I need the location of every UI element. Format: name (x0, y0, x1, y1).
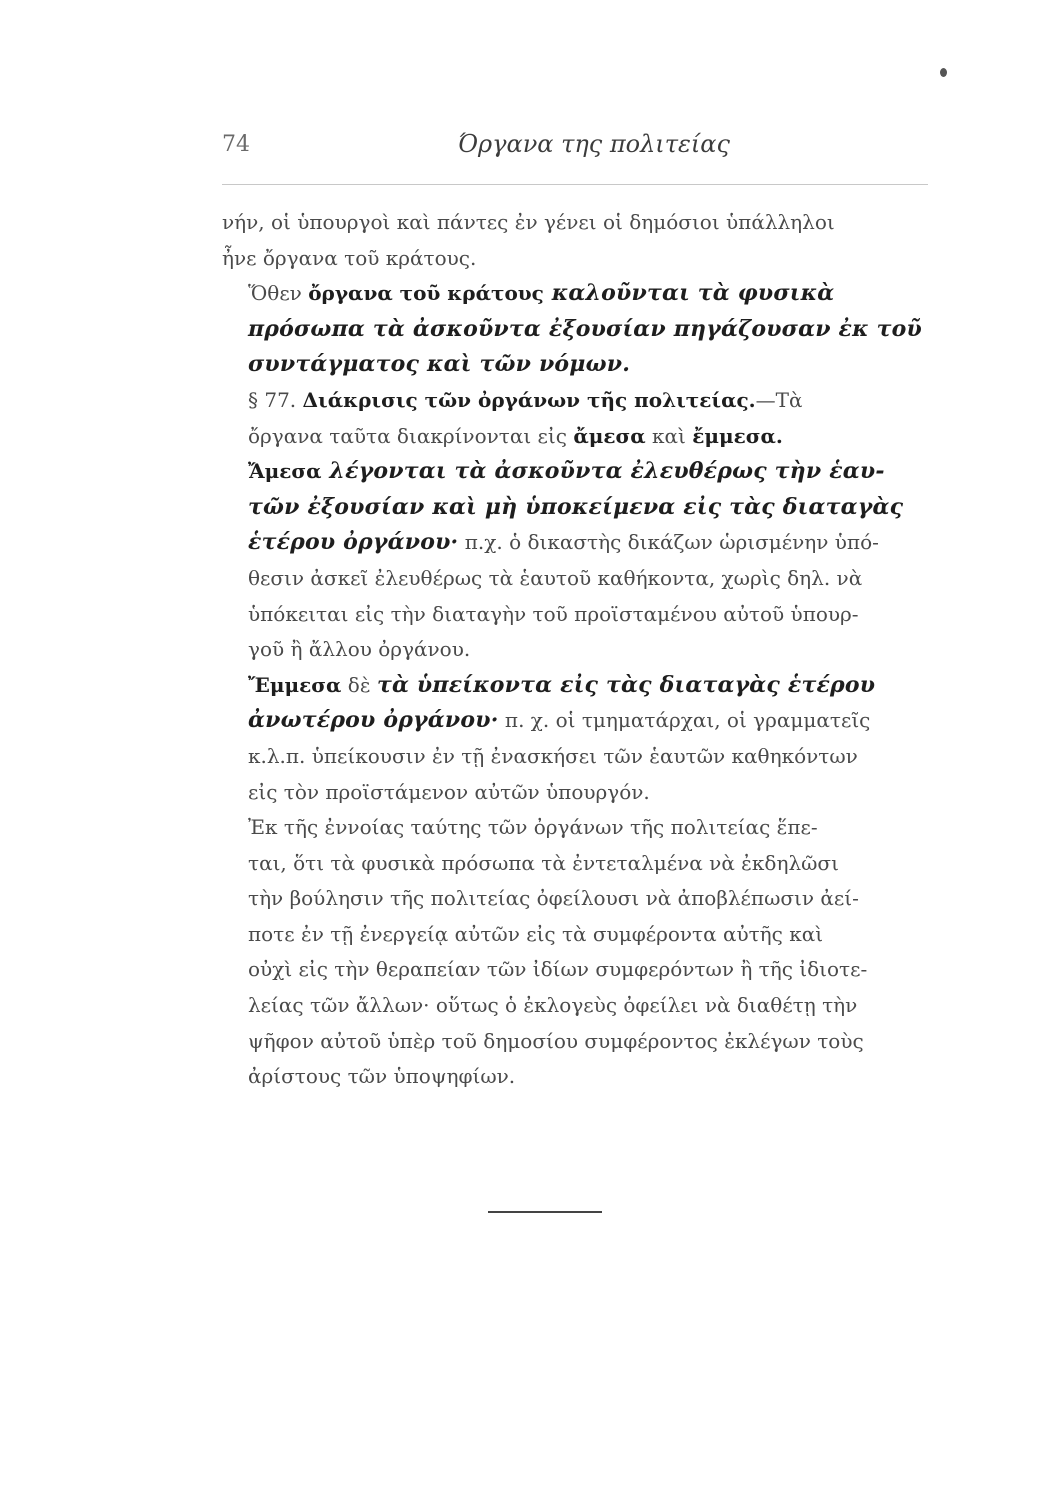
spaced-term: Ἄμεσα (248, 459, 322, 484)
italic-run: τὰ ὑπείκοντα εἰς τὰς διαταγὰς ἑτέρου (376, 671, 876, 698)
italic-run: ἑτέρου ὀργάνου· (248, 529, 459, 556)
running-title: Όργανα της πολιτείας (458, 130, 730, 158)
text-line: Ἐκ τῆς ἐννοίας ταύτης τῶν ὀργάνων τῆς πολιτείας ἕπε- (248, 815, 818, 840)
text-line: εἰς τὸν προϊστάμενον αὐτῶν ὑπουργόν. (248, 779, 650, 804)
text-line: ἀρίστους τῶν ὑποψηφίων. (248, 1064, 516, 1089)
text-line: λείας τῶν ἄλλων· οὕτως ὁ ἐκλογεὺς ὀφείλει νὰ διαθέτῃ τὴν (248, 993, 858, 1018)
end-rule (488, 1211, 602, 1213)
text-line (222, 703, 930, 739)
body-text (222, 205, 930, 1095)
text-line: ποτε ἐν τῇ ἐνεργείᾳ αὐτῶν εἰς τὰ συμφέροντα αὐτῆς καὶ (248, 921, 824, 946)
section-heading: Διάκρισις τῶν ὀργάνων τῆς πολιτείας. (302, 387, 756, 412)
text-line (222, 668, 930, 704)
page-header (222, 128, 928, 185)
text-line: συντάγματος καὶ τῶν νόμων. (248, 351, 631, 378)
paragraph-direct-organs (222, 454, 930, 668)
ink-speck (940, 68, 947, 77)
italic-run: καλοῦνται τὰ φυσικὰ (543, 280, 835, 307)
page-number: 74 (222, 132, 250, 157)
section-heading-line (222, 383, 930, 419)
paragraph-indirect-organs (222, 668, 930, 810)
section-77 (222, 383, 930, 454)
text-run: π. χ. οἱ τμηματάρχαι, οἱ γραμματεῖς (498, 708, 871, 733)
text-line: πρόσωπα τὰ ἀσκοῦντα ἐξουσίαν πηγάζουσαν ἐκ τοῦ (248, 315, 923, 342)
text-line: κ.λ.π. ὑπείκουσιν ἐν τῇ ἐνασκήσει τῶν ἑαυτῶν καθηκόντων (248, 743, 858, 768)
text-run: δὲ (341, 672, 377, 697)
spaced-term: ὄργανα τοῦ κράτους (308, 281, 544, 306)
text-line (222, 276, 930, 312)
text-line (222, 419, 930, 455)
text-line (222, 525, 930, 561)
text-run: καὶ (645, 423, 693, 448)
text-line: ὑπόκειται εἰς τὴν διαταγὴν τοῦ προϊσταμένου αὐτοῦ ὑπουρ- (248, 601, 859, 626)
spaced-term: ἔμμεσα. (692, 423, 783, 448)
text-line: γοῦ ἢ ἄλλου ὀργάνου. (248, 637, 471, 662)
paragraph-conclusion (222, 810, 930, 1095)
paragraph-1 (222, 205, 930, 276)
text-line: νήν, οἱ ὑπουργοὶ καὶ πάντες ἐν γένει οἱ δημόσιοι ὑπάλληλοι (222, 210, 835, 234)
paragraph-2 (222, 276, 930, 383)
text-line: ψῆφον αὐτοῦ ὑπὲρ τοῦ δημοσίου συμφέροντος ἐκλέγων τοὺς (248, 1028, 864, 1053)
spaced-term: Ἔμμεσα (248, 672, 342, 697)
italic-run: ἀνωτέρου ὀργάνου· (248, 707, 499, 734)
text-line: ἦνε ὄργανα τοῦ κράτους. (222, 245, 477, 270)
text-line: τὴν βούλησιν τῆς πολιτείας ὀφείλουσι νὰ ἀποβλέπωσιν ἀεί- (248, 886, 859, 911)
text-line: ται, ὅτι τὰ φυσικὰ πρόσωπα τὰ ἐντεταλμένα νὰ ἐκδηλῶσι (248, 850, 839, 875)
text-line: τῶν ἐξουσίαν καὶ μὴ ὑποκείμενα εἰς τὰς διαταγὰς (248, 493, 904, 520)
italic-run: λέγονται τὰ ἀσκοῦντα ἐλευθέρως τὴν ἑαυ- (321, 458, 885, 485)
text-run: Ὅθεν (248, 281, 309, 306)
section-number: § 77. (248, 387, 303, 412)
text-run: ὄργανα ταῦτα διακρίνονται εἰς (248, 423, 574, 448)
text-run: π.χ. ὁ δικαστὴς δικάζων ὡρισμένην ὑπό- (458, 530, 879, 555)
text-line: θεσιν ἀσκεῖ ἐλευθέρως τὰ ἑαυτοῦ καθήκοντα, χωρὶς δηλ. νὰ (248, 565, 863, 590)
text-line (222, 454, 930, 490)
spaced-term: ἄμεσα (573, 423, 646, 448)
text-run: —Τὰ (755, 387, 803, 412)
text-line: οὐχὶ εἰς τὴν θεραπείαν τῶν ἰδίων συμφερόντων ἢ τῆς ἰδιοτε- (248, 957, 868, 982)
